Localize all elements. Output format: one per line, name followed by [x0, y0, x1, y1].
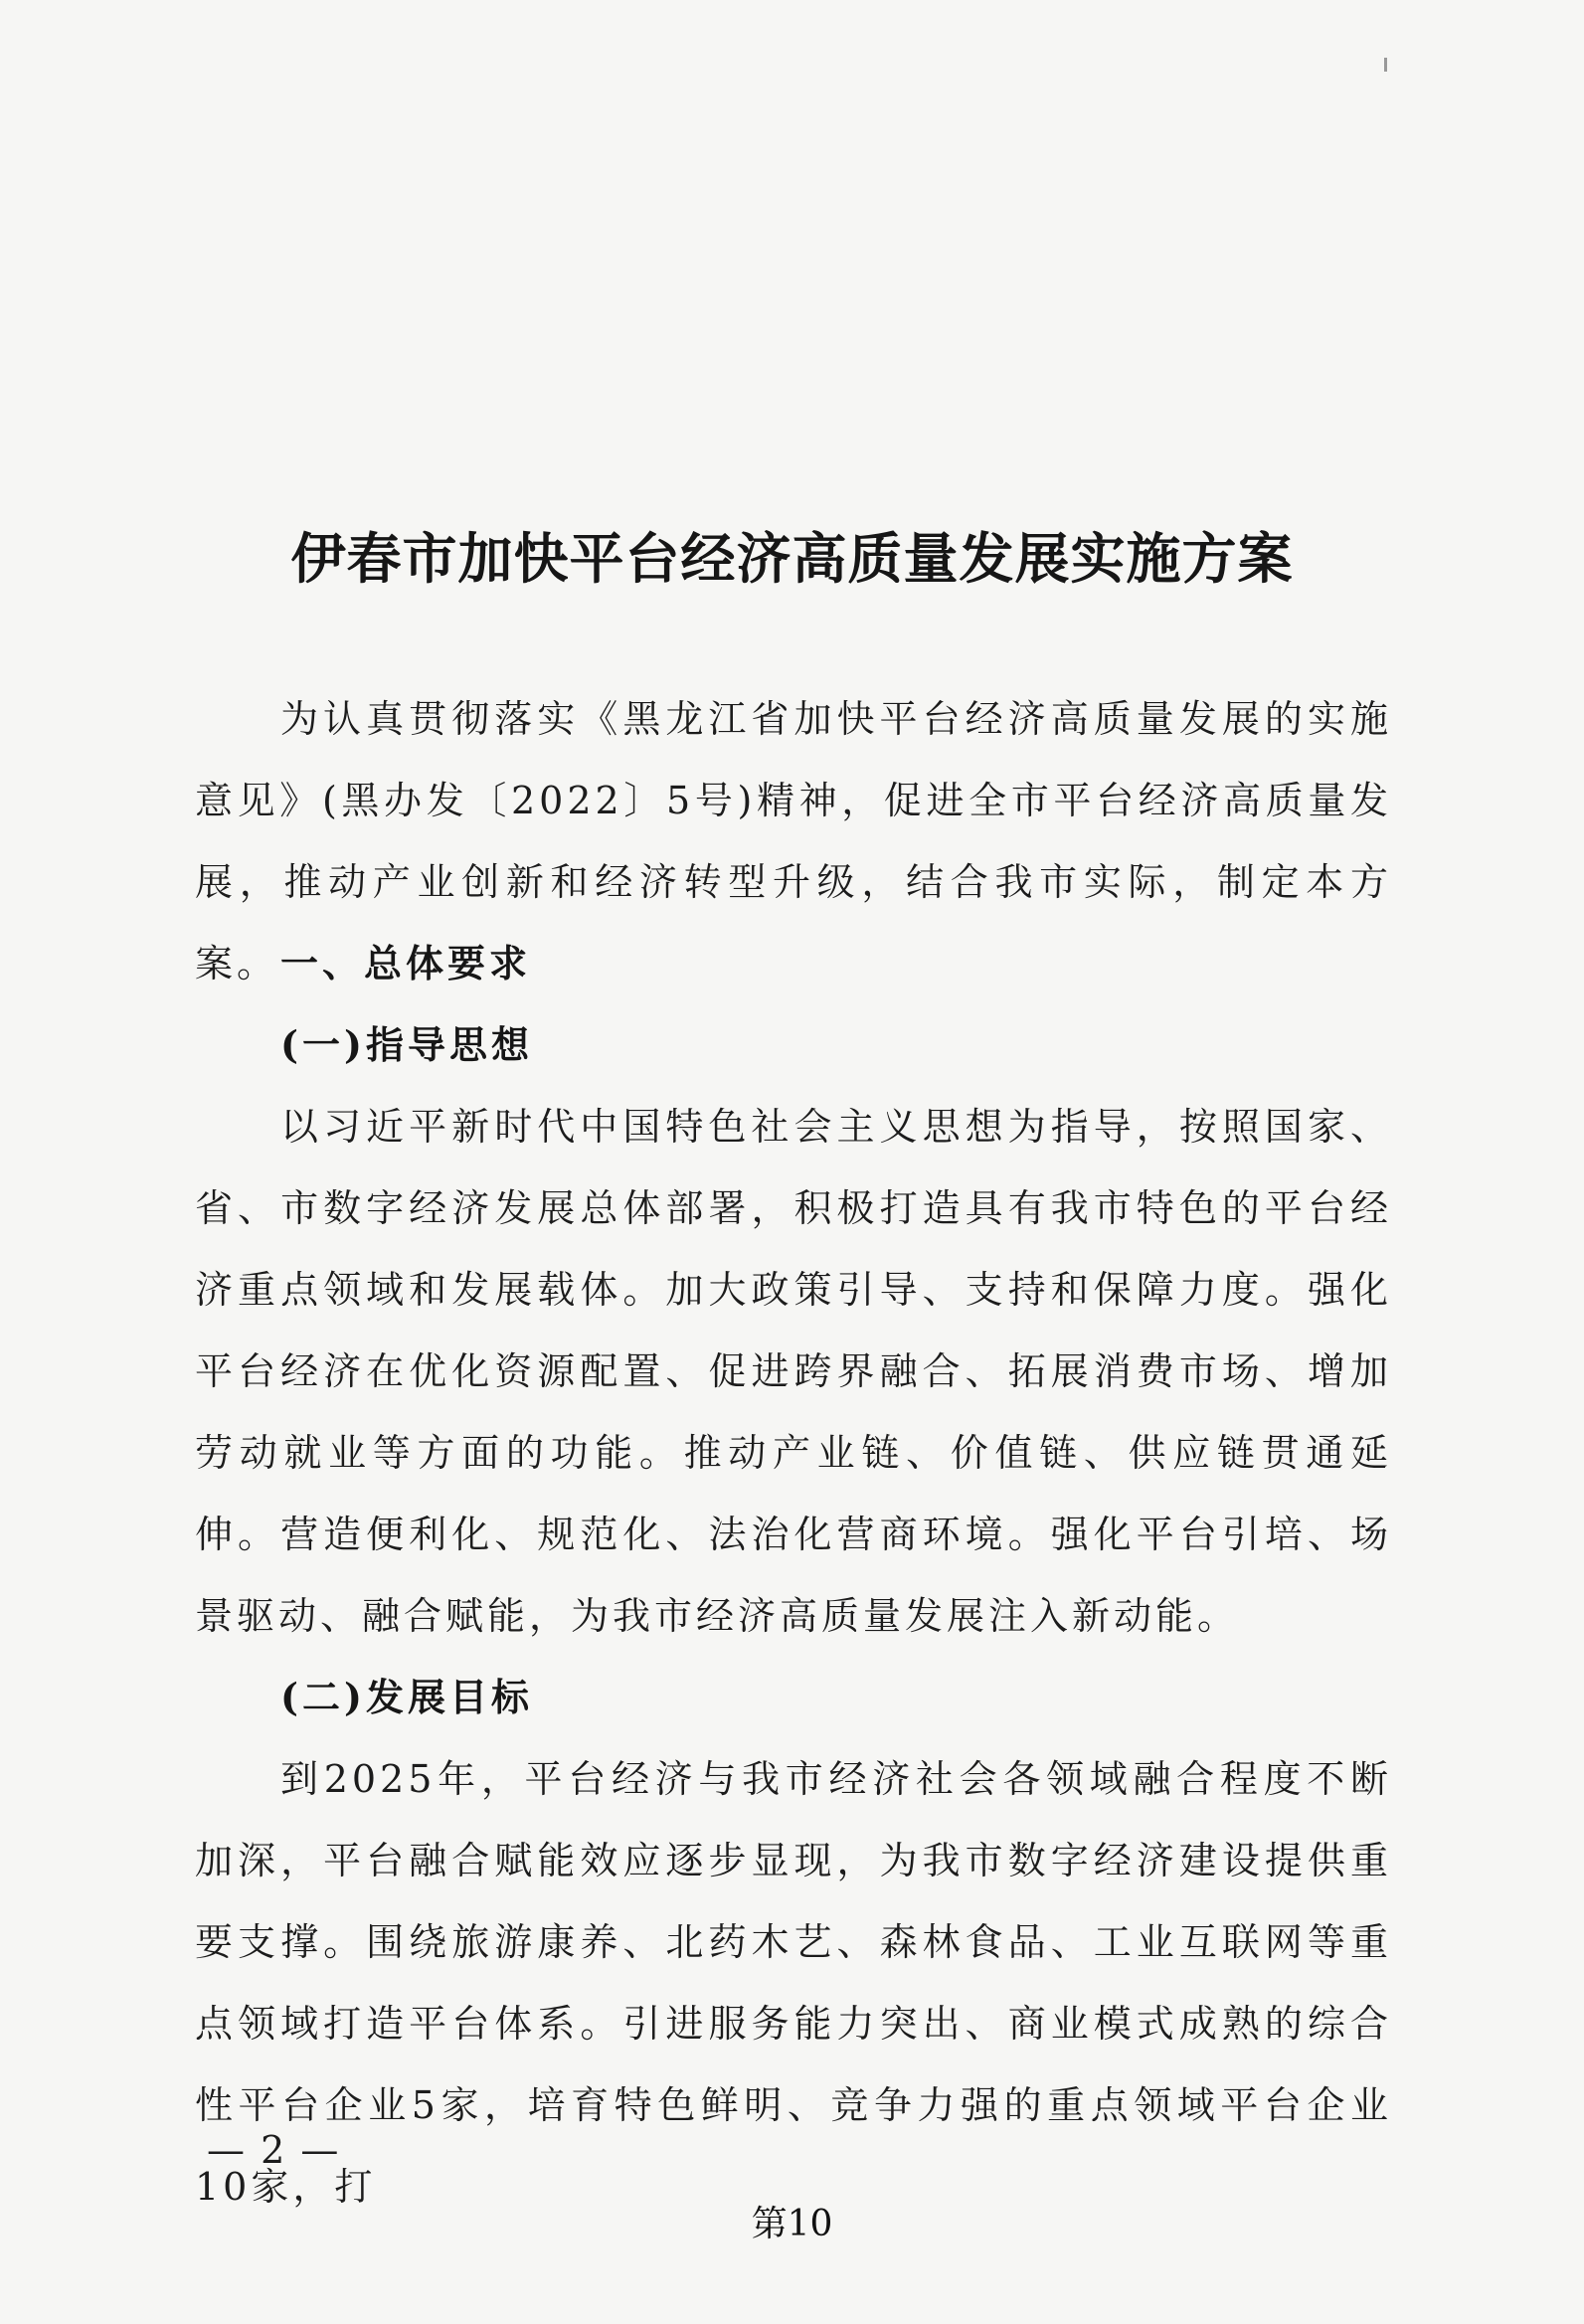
- document-title: 伊春市加快平台经济高质量发展实施方案: [290, 526, 1294, 591]
- subsection-heading-development-goals: (二)发展目标: [280, 1675, 533, 1719]
- subsection-heading-guiding-ideology: (一)指导思想: [280, 1022, 533, 1067]
- guiding-ideology-paragraph: 以习近平新时代中国特色社会主义思想为指导，按照国家、省、市数字经济发展总体部署，积极打造具有我市特色的平台经济重点领域和发展载体。加大政策引导、支持和保障力度。强化平台经济在优化资源配置、促进跨界融合、拓展消费市场、增加劳动就业等方面的功能。推动产业链、价值链、供应链贯通延伸。营造便利化、规范化、法治化营商环境。强化平台引培、场景驱动、融合赋能，为我市经济高质量发展注入新动能。: [195, 1105, 1392, 1638]
- section-heading-general-requirements: 一、总体要求: [280, 941, 532, 985]
- footer-label: 第10: [751, 2204, 833, 2244]
- intro-paragraph: 为认真贯彻落实《黑龙江省加快平台经济高质量发展的实施意见》(黑办发〔2022〕5号)精神，促进全市平台经济高质量发展，推动产业创新和经济转型升级，结合我市实际，制定本方案。: [195, 697, 1392, 985]
- scan-mark: [1384, 58, 1387, 72]
- development-goals-paragraph: 到2025年，平台经济与我市经济社会各领域融合程度不断加深，平台融合赋能效应逐步显现，为我市数字经济建设提供重要支撑。围绕旅游康养、北药木艺、森林食品、工业互联网等重点领域打造平台体系。引进服务能力突出、商业模式成熟的综合性平台企业5家，培育特色鲜明、竞争力强的重点领域平台企业10家，打: [195, 1757, 1392, 2209]
- page-number: — 2 —: [207, 2128, 341, 2172]
